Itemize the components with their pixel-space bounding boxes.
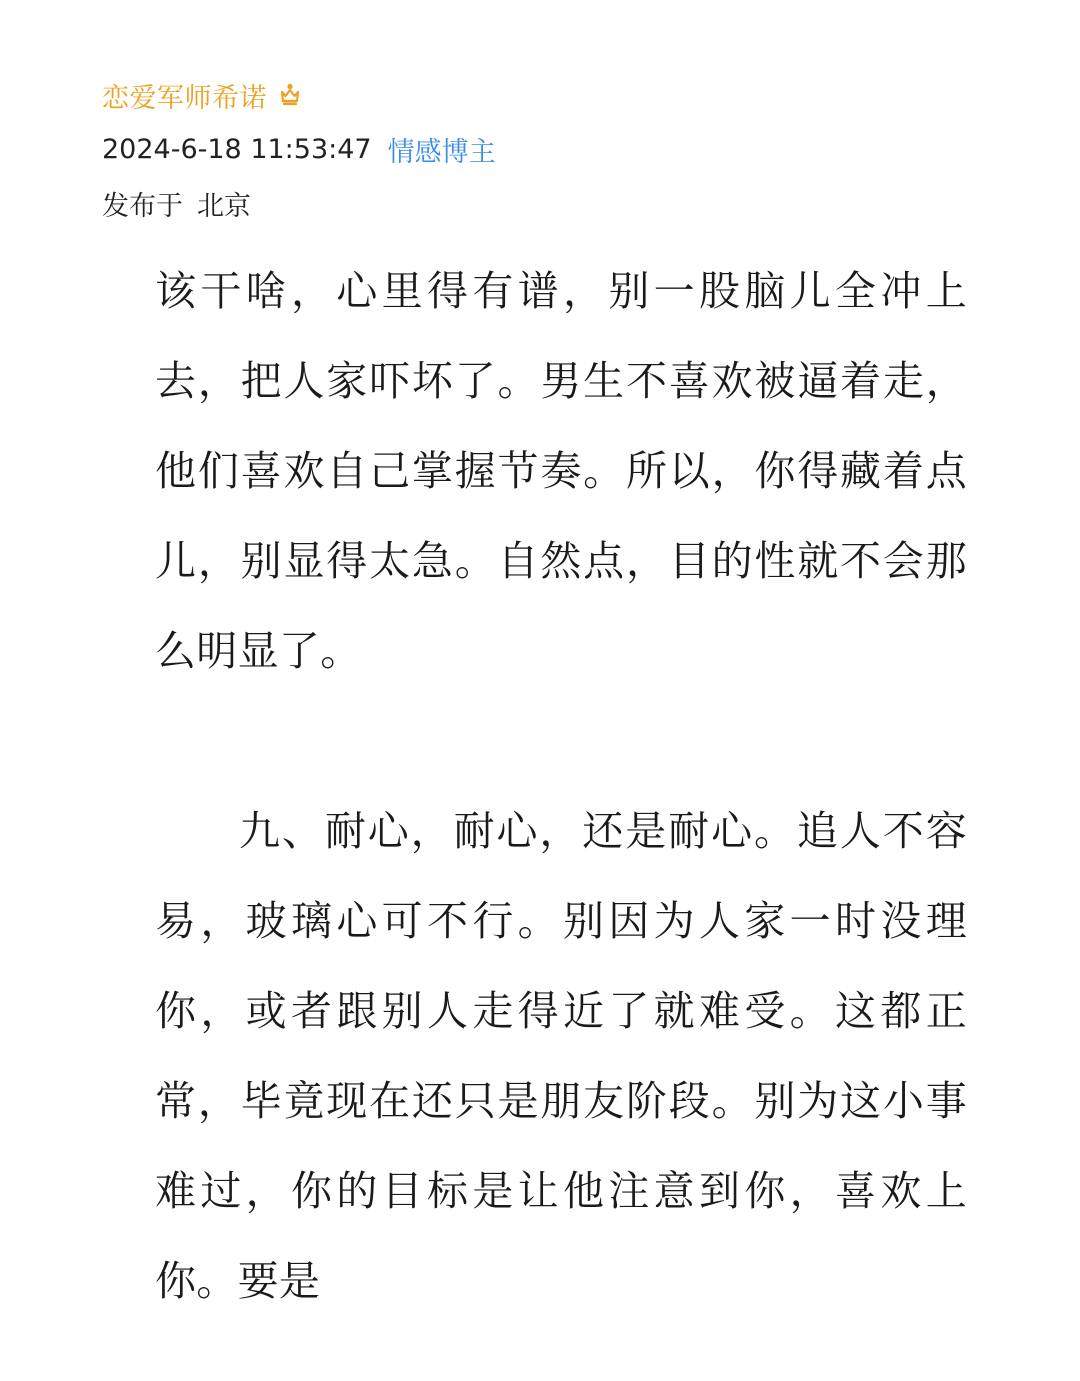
- location-row: [102, 180, 1002, 226]
- post-header: [102, 72, 1002, 226]
- meta-row: [102, 126, 1002, 172]
- article-body: [155, 246, 967, 1326]
- post-timestamp: 2024-6-18 11:53:47: [102, 133, 372, 165]
- paragraph-1: 该干啥，心里得有谱，别一股脑儿全冲上去，把人家吓坏了。男生不喜欢被逼着走，他们喜欢自己掌握节奏。所以，你得藏着点儿，别显得太急。自然点，目的性就不会那么明显了。: [155, 267, 967, 675]
- paragraph-2: 九、耐心，耐心，还是耐心。追人不容易，玻璃心可不行。别因为人家一时没理你，或者跟别人走得近了就难受。这都正常，毕竟现在还只是朋友阶段。别为这小事难过，你的目标是让他注意到你，喜欢上你。要是: [155, 807, 967, 1305]
- paragraph-spacer: [155, 696, 967, 786]
- author-name[interactable]: 恋爱军师希诺: [102, 82, 267, 114]
- crown-icon: [277, 82, 303, 108]
- location-label: 发布于: [102, 190, 183, 222]
- blogger-tag[interactable]: 情感博主: [387, 136, 496, 168]
- author-row: [102, 72, 1002, 118]
- location-value: 北京: [197, 190, 251, 222]
